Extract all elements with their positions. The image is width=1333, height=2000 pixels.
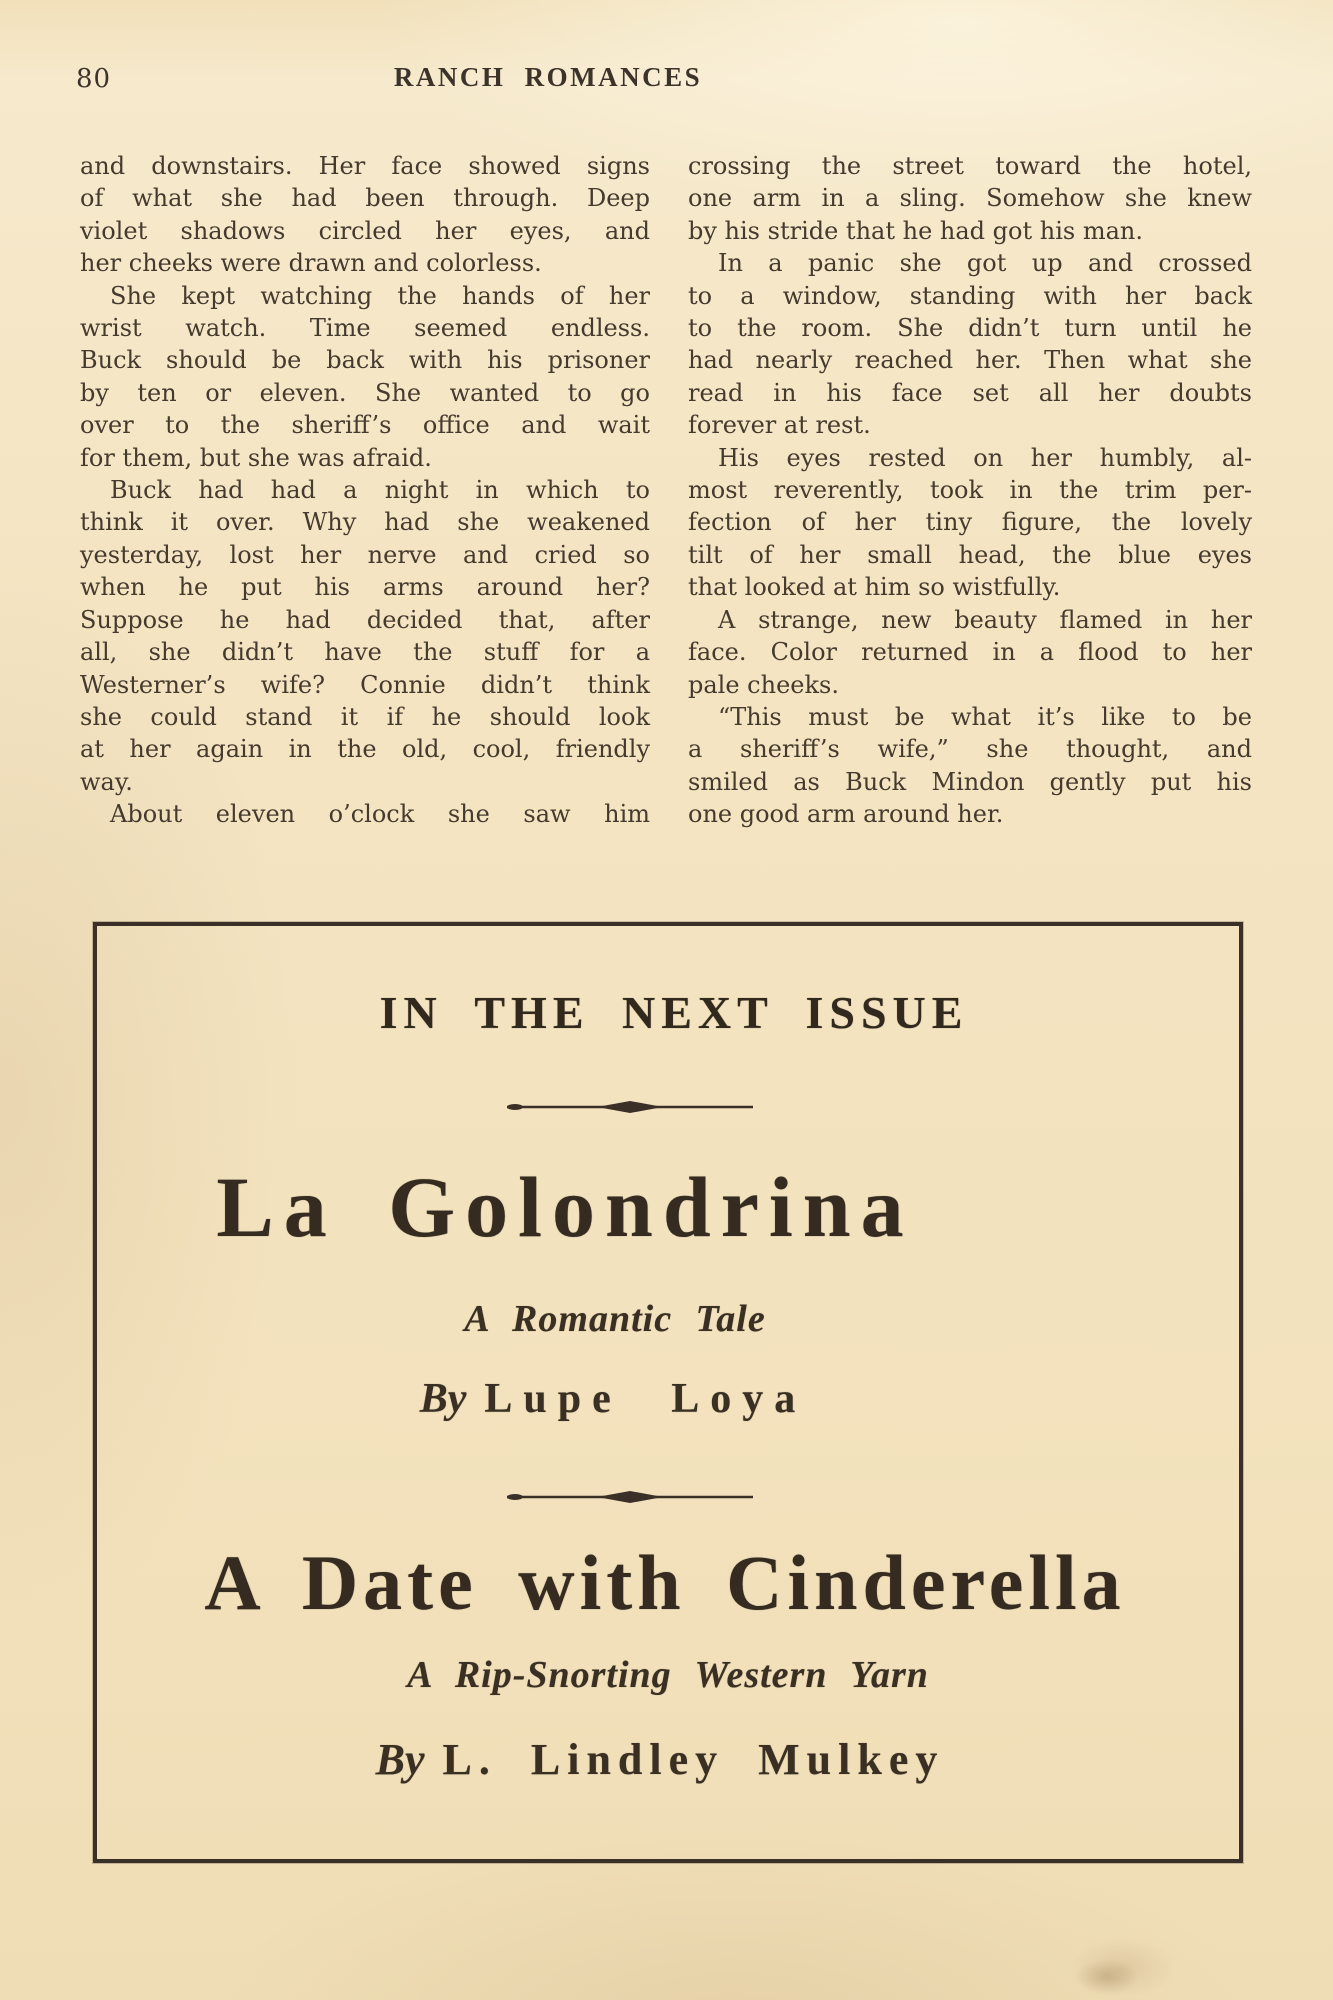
story-line: most reverently, took in the trim per- (688, 476, 1252, 505)
byline-prefix: By (375, 1735, 425, 1784)
story-line: pale cheeks. (688, 670, 839, 699)
byline-prefix: By (419, 1376, 467, 1422)
story-line: think it over. Why had she weakened (80, 508, 650, 537)
story-line: She kept watching the hands of her (110, 281, 650, 310)
author-name: Lupe Loya (484, 1376, 807, 1422)
story-line: by ten or eleven. She wanted to go (80, 378, 650, 407)
swelled-rule-divider (505, 1098, 755, 1120)
page-number: 80 (76, 64, 112, 94)
story-line: to a window, standing with her back (688, 281, 1252, 310)
story-line: had nearly reached her. Then what she (688, 346, 1252, 375)
story-line: a sheriff’s wife,” she thought, and (688, 735, 1252, 764)
story-line: smiled as Buck Mindon gently put his (688, 767, 1252, 796)
story-line: that looked at him so wistfully. (688, 573, 1061, 602)
story-line: for them, but she was afraid. (80, 443, 432, 472)
author-name: L. Lindley Mulkey (442, 1735, 945, 1784)
story-line: Suppose he had decided that, after (80, 605, 650, 634)
story-line: by his stride that he had got his man. (688, 216, 1143, 245)
story-line: wrist watch. Time seemed endless. (80, 314, 650, 343)
story-line: violet shadows circled her eyes, and (80, 216, 650, 245)
story-line: Buck had had a night in which to (110, 476, 650, 505)
story-line: In a panic she got up and crossed (718, 249, 1252, 278)
story-line: Buck should be back with his prisoner (80, 346, 650, 375)
page-stain (1035, 1915, 1195, 2000)
story-line: and downstairs. Her face showed signs (80, 152, 650, 180)
story-line: one arm in a sling. Somehow she knew (688, 184, 1252, 213)
next-issue-box (93, 922, 1243, 1863)
feature-byline-a-date-with-cinderella (375, 1735, 945, 1784)
story-line: when he put his arms around her? (80, 573, 650, 602)
story-line: read in his face set all her doubts (688, 378, 1252, 407)
running-title: RANCH ROMANCES (393, 62, 703, 92)
next-issue-heading: IN THE NEXT ISSUE (379, 987, 969, 1038)
feature-subtitle-la-golondrina: A Romantic Tale (464, 1298, 766, 1340)
story-line: way. (80, 767, 133, 796)
story-line: one good arm around her. (688, 800, 1004, 829)
story-line: yesterday, lost her nerve and cried so (80, 540, 650, 569)
story-line: to the room. She didn’t turn until he (688, 314, 1252, 343)
story-column-right (688, 150, 1252, 831)
story-line: His eyes rested on her humbly, al- (718, 443, 1252, 472)
story-column-left (80, 150, 650, 831)
story-line: crossing the street toward the hotel, (688, 152, 1252, 180)
feature-title-a-date-with-cinderella: A Date with Cinderella (204, 1539, 1126, 1626)
story-line: “This must be what it’s like to be (718, 702, 1252, 731)
story-line: over to the sheriff’s office and wait (80, 411, 650, 440)
story-line: forever at rest. (688, 411, 871, 440)
story-line: About eleven o’clock she saw him (110, 800, 650, 829)
story-line: she could stand it if he should look (80, 702, 650, 731)
feature-title-la-golondrina: La Golondrina (216, 1159, 914, 1255)
story-line: face. Color returned in a flood to her (688, 638, 1252, 667)
feature-subtitle-a-date-with-cinderella: A Rip-Snorting Western Yarn (407, 1654, 929, 1696)
story-line: her cheeks were drawn and colorless. (80, 249, 542, 278)
story-line: tilt of her small head, the blue eyes (688, 540, 1252, 569)
story-line: of what she had been through. Deep (80, 184, 650, 213)
story-line: at her again in the old, cool, friendly (80, 735, 650, 764)
story-line: fection of her tiny figure, the lovely (688, 508, 1252, 537)
story-columns (80, 150, 1252, 831)
story-line: all, she didn’t have the stuff for a (80, 638, 650, 667)
swelled-rule-divider (505, 1488, 755, 1510)
feature-byline-la-golondrina (420, 1378, 807, 1420)
story-line: Westerner’s wife? Connie didn’t think (80, 670, 650, 699)
story-line: A strange, new beauty flamed in her (718, 605, 1252, 634)
